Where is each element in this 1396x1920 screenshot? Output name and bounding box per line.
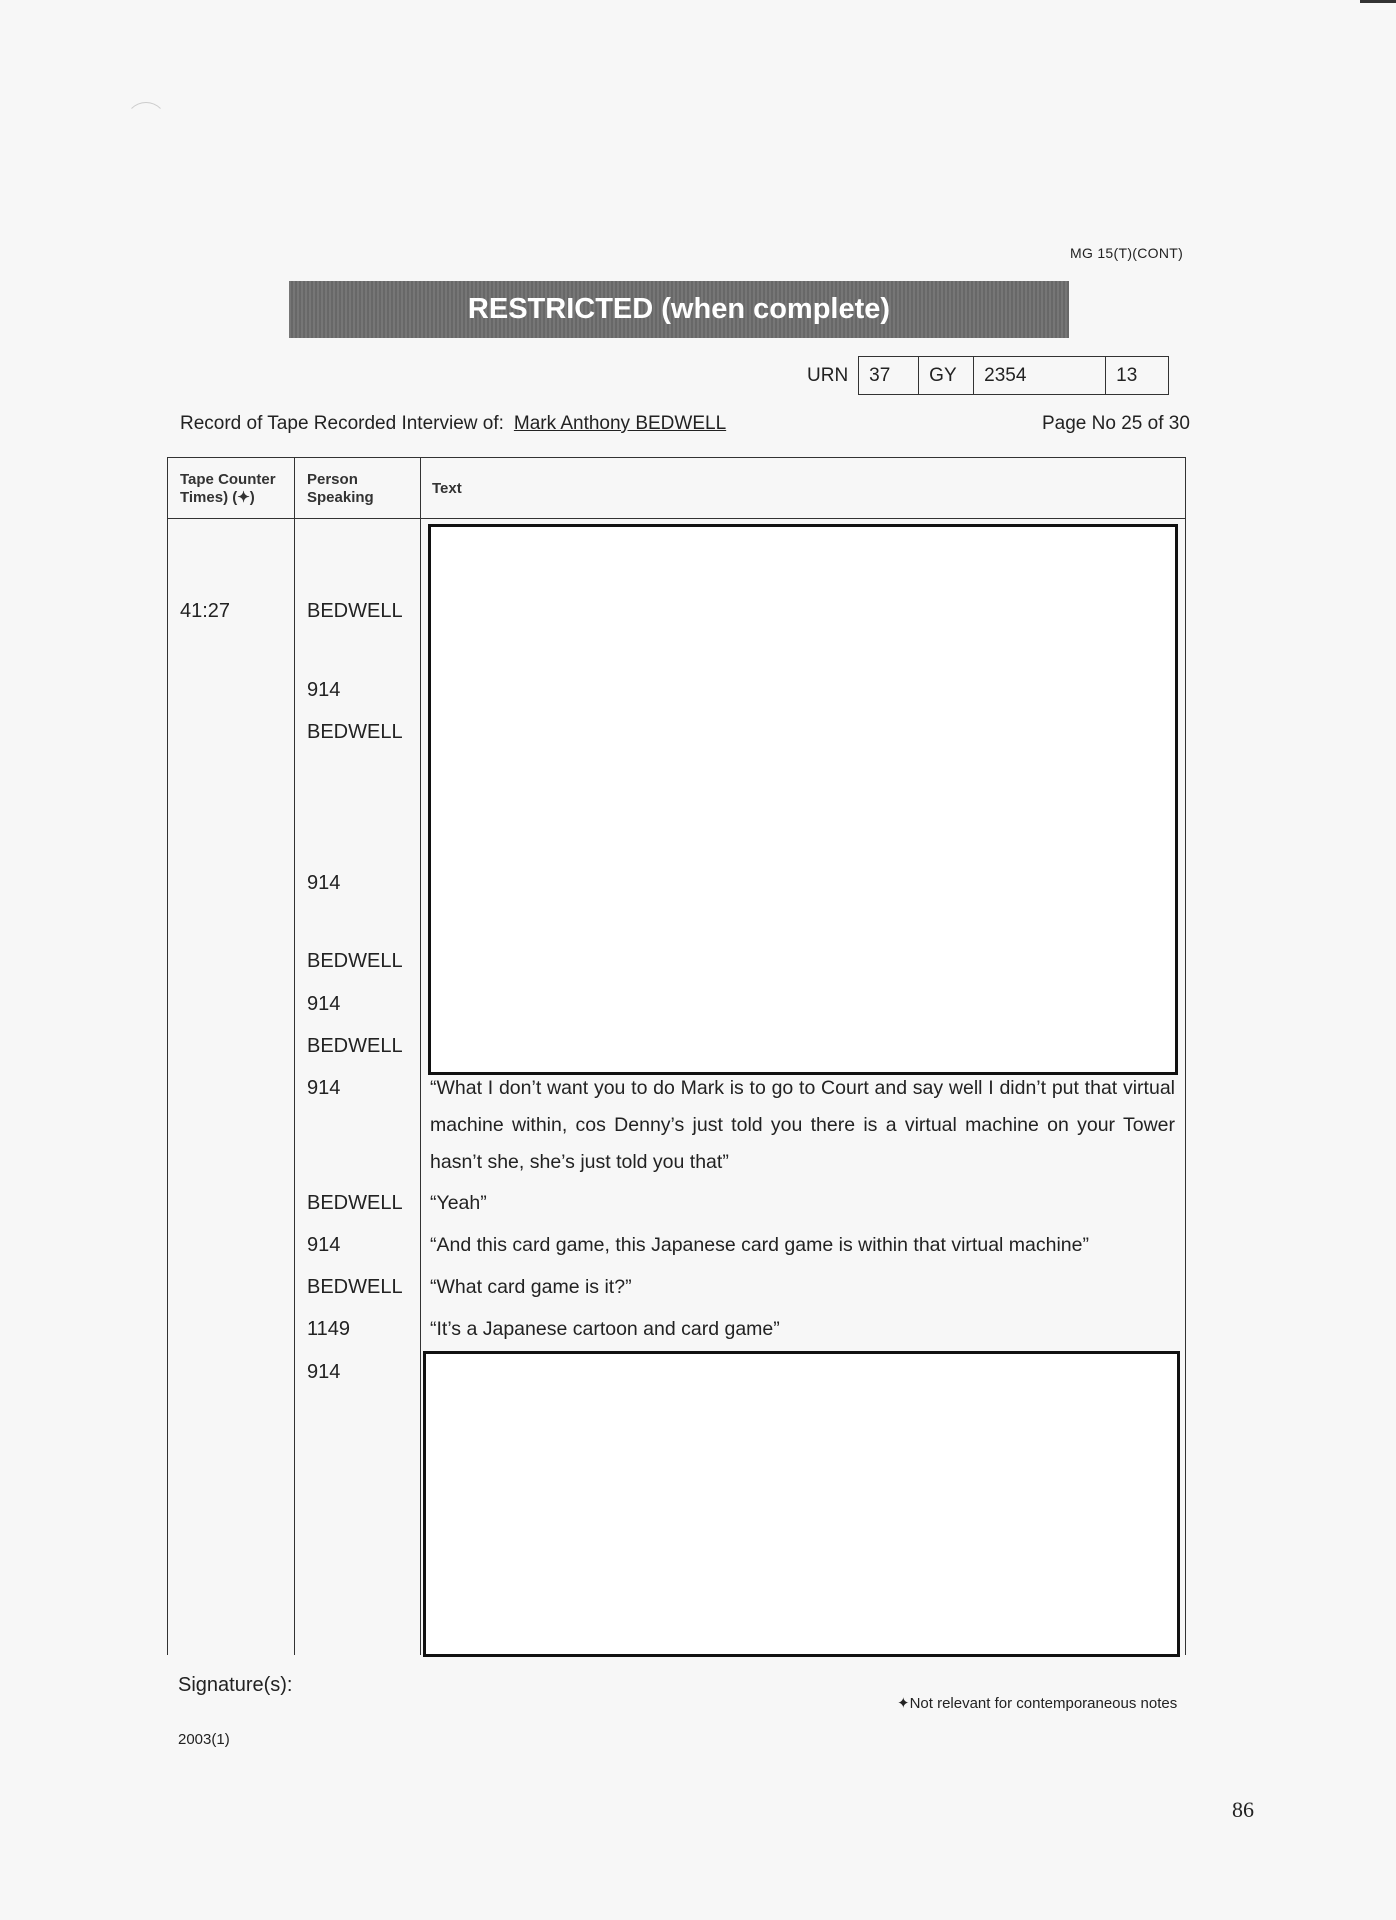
redaction-box bbox=[423, 1351, 1180, 1657]
record-label: Record of Tape Recorded Interview of: bbox=[180, 413, 504, 434]
urn-cell: GY bbox=[919, 356, 974, 395]
speaker: BEDWELL bbox=[307, 1035, 403, 1057]
scan-edge-mark bbox=[1360, 0, 1396, 3]
restricted-banner: RESTRICTED (when complete) bbox=[289, 281, 1069, 338]
form-year: 2003(1) bbox=[178, 1731, 230, 1748]
transcript-text: “It’s a Japanese cartoon and card game” bbox=[430, 1318, 780, 1340]
transcript-text: “What card game is it?” bbox=[430, 1276, 632, 1298]
speaker: BEDWELL bbox=[307, 721, 403, 743]
redaction-box bbox=[428, 524, 1178, 1075]
header-text: Text bbox=[432, 480, 462, 497]
speaker: 914 bbox=[307, 872, 341, 894]
speaker: BEDWELL bbox=[307, 600, 403, 622]
speaker: BEDWELL bbox=[307, 1276, 403, 1298]
header-tape-counter: Tape Counter Times) (✦) bbox=[180, 471, 276, 506]
speaker: 914 bbox=[307, 1234, 341, 1256]
header-person-speaking: Person Speaking bbox=[307, 471, 374, 506]
transcript-text: “Yeah” bbox=[430, 1192, 487, 1214]
urn-label: URN bbox=[807, 364, 849, 386]
column-divider bbox=[294, 457, 295, 1655]
form-code: MG 15(T)(CONT) bbox=[1070, 245, 1184, 261]
header-divider bbox=[167, 518, 1186, 519]
handwritten-page-number: 86 bbox=[1232, 1797, 1254, 1822]
transcript-text: “What I don’t want you to do Mark is to go to Court and say well I didn’t put that virtual machine within, cos Denny’s just told you there is a virtual machine on your Tower hasn’t she, she’s just told you that” bbox=[430, 1077, 1175, 1173]
speaker: BEDWELL bbox=[307, 1192, 403, 1214]
speaker: 914 bbox=[307, 1361, 341, 1383]
transcript-text: “And this card game, this Japanese card game is within that virtual machine” bbox=[430, 1234, 1089, 1256]
speaker: 1149 bbox=[307, 1318, 351, 1340]
scan-artifact bbox=[125, 102, 167, 144]
urn-cell: 13 bbox=[1106, 356, 1169, 395]
speaker: BEDWELL bbox=[307, 950, 403, 972]
signature-label: Signature(s): bbox=[178, 1674, 293, 1696]
page-number-label: Page No 25 of 30 bbox=[1042, 413, 1190, 434]
speaker: 914 bbox=[307, 993, 341, 1015]
record-line bbox=[180, 413, 726, 435]
footnote: ✦Not relevant for contemporaneous notes bbox=[897, 1695, 1178, 1712]
urn-cell: 2354 bbox=[974, 356, 1106, 395]
interviewee-name: Mark Anthony BEDWELL bbox=[513, 413, 727, 434]
speaker: 914 bbox=[307, 679, 341, 701]
speaker: 914 bbox=[307, 1077, 341, 1099]
urn-cell: 37 bbox=[858, 356, 919, 395]
column-divider bbox=[420, 457, 421, 1655]
urn-box bbox=[807, 356, 1169, 395]
tape-counter-time: 41:27 bbox=[180, 600, 231, 622]
